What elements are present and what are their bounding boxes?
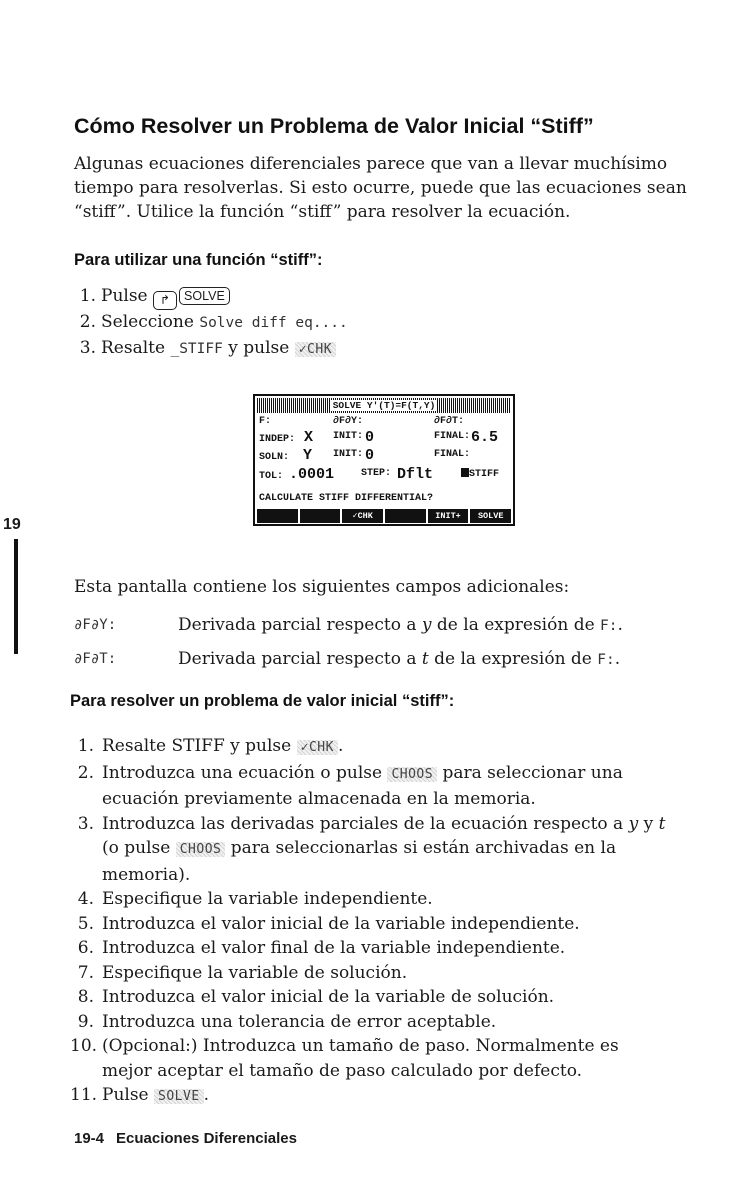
chapter-title: Ecuaciones Diferenciales xyxy=(116,1130,297,1147)
solve-key: SOLVE xyxy=(179,287,230,305)
chk-softkey: ✓CHK xyxy=(295,342,336,357)
list-item: 5. Introduzca el valor inicial de la variable independiente. xyxy=(77,913,580,934)
list-item: 2. Introduzca una ecuación o pulse CHOOS para seleccionar una ecuación previamente almacenada en la memoria. xyxy=(77,762,623,809)
section-heading: Cómo Resolver un Problema de Valor Inicial “Stiff” xyxy=(74,114,594,138)
chapter-tab-bar xyxy=(14,539,18,654)
choos-softkey: CHOOS xyxy=(176,842,226,857)
screen-row-soln: SOLN: Y INIT: 0 FINAL: xyxy=(259,447,471,464)
field-dfdt: ∂F∂T: Derivada parcial respecto a t de la expresión de F:. xyxy=(74,649,621,669)
list-item: 1. Pulse ↱ SOLVE xyxy=(74,284,348,310)
stiff-field-code: _STIFF xyxy=(170,340,223,357)
solve-softkey: SOLVE xyxy=(154,1089,204,1104)
list-item: 1. Resalte STIFF y pulse ✓CHK . xyxy=(77,736,344,756)
screen-row-tol: TOL: .0001 STEP: Dflt STIFF xyxy=(259,466,500,483)
list-item: 3. Introduzca las derivadas parciales de la ecuación respecto a y y t (o pulse CHOOS para seleccionarlas si están archivadas en la memoria). xyxy=(77,813,666,885)
menu-key-solve: SOLVE xyxy=(470,509,511,523)
menu-key-2 xyxy=(300,509,341,523)
right-shift-key-icon: ↱ xyxy=(153,291,177,310)
menu-key-4 xyxy=(385,509,426,523)
list-item: 8. Introduzca el valor inicial de la variable de solución. xyxy=(77,987,555,1007)
list-item: 4. Especifique la variable independiente. xyxy=(77,889,433,909)
stiff-checkbox-icon xyxy=(461,468,469,477)
menu-key-init: INIT+ xyxy=(428,509,469,523)
page-footer xyxy=(74,1130,297,1147)
list-item: 6. Introduzca el valor final de la variable independiente. xyxy=(77,938,566,958)
calculator-screen xyxy=(253,394,515,526)
fields-intro: Esta pantalla contiene los siguientes campos adicionales: xyxy=(74,577,570,597)
intro-paragraph: Algunas ecuaciones diferenciales parece que van a llevar muchísimo tiempo para resolverlas. Si esto ocurre, puede que las ecuaciones sean “stiff”. Utilice la función “stiff” para resolver la ecuación. xyxy=(74,154,687,222)
solve-steps-list xyxy=(70,734,670,1110)
menu-key-1 xyxy=(257,509,298,523)
menu-choice-code: Solve diff eq.... xyxy=(199,315,348,331)
additional-fields xyxy=(74,575,623,681)
chk-softkey: ✓CHK xyxy=(297,740,338,755)
subheading-use-stiff: Para utilizar una función “stiff”: xyxy=(74,251,323,269)
stiff-steps-list xyxy=(74,284,348,362)
list-item: 2. Seleccione Solve diff eq.... xyxy=(79,312,348,332)
choos-softkey: CHOOS xyxy=(387,767,437,782)
screen-menu-bar xyxy=(257,509,511,523)
subheading-solve-stiff: Para resolver un problema de valor inicial “stiff”: xyxy=(70,692,455,710)
field-dfdy: ∂F∂Y: Derivada parcial respecto a y de la expresión de F:. xyxy=(74,615,623,635)
list-item: 7. Especifique la variable de solución. xyxy=(77,962,408,983)
chapter-tab-number: 19 xyxy=(3,516,21,533)
screen-title: SOLVE Y'(T)=F(T,Y) xyxy=(257,398,511,413)
screen-row-indep: INDEP: X INIT: 0 FINAL: 6.5 xyxy=(259,429,499,446)
list-item: 10. (Opcional:) Introduzca un tamaño de paso. Normalmente es mejor aceptar el tamaño de paso calculado por defecto. xyxy=(70,1036,619,1081)
screen-status-line: CALCULATE STIFF DIFFERENTIAL? xyxy=(259,493,434,504)
list-item: 11. Pulse SOLVE . xyxy=(70,1085,210,1105)
list-item: 9. Introduzca una tolerancia de error aceptable. xyxy=(77,1011,497,1032)
menu-key-chk: ✓CHK xyxy=(342,509,383,523)
screen-row-f: F: ∂F∂Y: ∂F∂T: xyxy=(259,416,465,427)
list-item: 3. Resalte _STIFF y pulse ✓CHK xyxy=(74,336,348,363)
page-number: 19-4 xyxy=(74,1130,105,1147)
